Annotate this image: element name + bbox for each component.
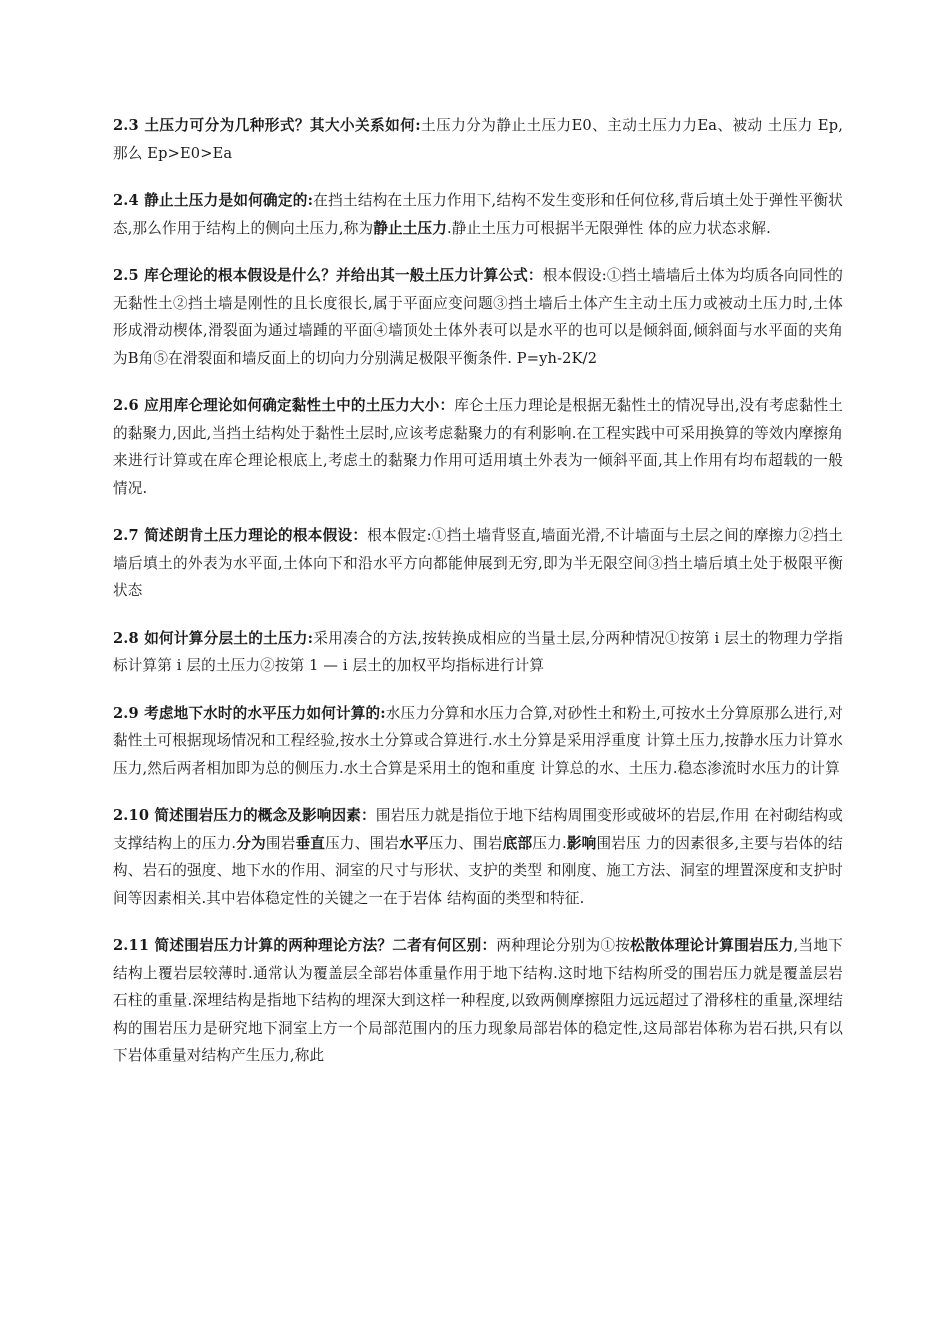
answer-text: 采用凑合的方法,按转换成相应的当量土层,分两种情况①按第 i 层土的物理力学指标计算第 i 层的土压力②按第 1 — i 层土的加权平均指标进行计算 xyxy=(113,629,843,674)
answer-text: 围岩压力就是指位于地下结构周围变形或破坏的岩层,作用 在衬砌结构或支撑结构上的压力. xyxy=(113,807,843,852)
qa-item-2-4 xyxy=(113,187,843,242)
qa-item-2-11 xyxy=(113,932,843,1070)
bold-term: 底部 xyxy=(502,834,533,852)
question-text: 2.10 简述围岩压力的概念及影响因素： xyxy=(113,807,376,824)
answer-text: 库仑土压力理论是根据无黏性土的情况导出,没有考虑黏性土的黏聚力,因此,当挡土结构处于黏性土层时,应该考虑黏聚力的有利影响.在工程实践中可采用换算的等效内摩擦角来进行计算或在库仑理论根底上,考虑土的黏聚力作用可适用填土外表为一倾斜平面,其上作用有均布超载的一般情况. xyxy=(113,397,843,497)
bold-term: 垂直 xyxy=(295,834,326,852)
bold-term: 影响 xyxy=(566,834,597,852)
answer-text: 两种理论分别为①按 xyxy=(496,937,631,954)
question-text: 2.9 考虑地下水时的水平压力如何计算的: xyxy=(113,704,386,722)
qa-item-2-9 xyxy=(113,700,843,783)
question-text: 2.6 应用库仑理论如何确定黏性土中的土压力大小： xyxy=(113,397,455,414)
question-text: 2.8 如何计算分层土的土压力: xyxy=(113,629,314,647)
answer-text: 压力. xyxy=(532,834,567,852)
answer-text: 压力、围岩 xyxy=(325,834,400,852)
qa-item-2-6 xyxy=(113,392,843,502)
qa-item-2-3 xyxy=(113,112,843,167)
answer-text: 围岩 xyxy=(265,834,296,852)
question-text: 2.5 库仑理论的根本假设是什么？并给出其一般土压力计算公式： xyxy=(113,267,543,284)
question-text: 2.11 简述围岩压力计算的两种理论方法？二者有何区别： xyxy=(113,937,497,954)
answer-text: 水压力分算和水压力合算,对砂性土和粉土,可按水土分算原那么进行,对黏性土可根据现场情况和工程经验,按水土分算或合算进行.水土分算是采用浮重度 计算土压力,按静水压力计算水压力,然后两者相加即为总的侧压力.水土合算是采用土的饱和重度 计算总的水、土压力.稳态渗流时水压力的计算 xyxy=(113,704,843,777)
qa-item-2-5 xyxy=(113,262,843,372)
bold-term: 松散体理论计算围岩压力 xyxy=(630,937,794,954)
qa-item-2-7 xyxy=(113,522,843,605)
qa-item-2-8 xyxy=(113,625,843,680)
bold-term: 静止土压力 xyxy=(373,219,447,237)
question-text: 2.4 静止土压力是如何确定的: xyxy=(113,192,314,209)
question-text: 2.7 简述朗肯土压力理论的根本假设： xyxy=(113,527,368,544)
answer-text: 根本假定:①挡土墙背竖直,墙面光滑,不计墙面与土层之间的摩擦力②挡土墙后填土的外表为水平面,土体向下和沿水平方向都能伸展到无穷,即为半无限空间③挡土墙后填土处于极限平衡状态 xyxy=(113,527,843,599)
answer-text: .静止土压力可根据半无限弹性 体的应力状态求解. xyxy=(446,219,771,237)
answer-text: 根本假设:①挡土墙墙后土体为均质各向同性的无黏性土②挡土墙是刚性的且长度很长,属于平面应变问题③挡土墙后土体产生主动土压力或被动土压力时,土体形成滑动楔体,滑裂面为通过墙踵的平面④墙顶处土体外表可以是水平的也可以是倾斜面,倾斜面与水平面的夹角为B角⑤在滑裂面和墙反面上的切向力分别满足极限平衡条件. P=yh-2K/2 xyxy=(113,267,844,367)
answer-text: 围岩压 力的因素很多,主要与岩体的结构、岩石的强度、地下水的作用、洞室的尺寸与形状、支护的类型 和刚度、施工方法、洞室的埋置深度和支护时间等因素相关.其中岩体稳定性的关键之一在于岩体 结构面的类型和特征. xyxy=(113,834,843,907)
answer-text: 压力、围岩 xyxy=(428,834,503,852)
answer-text: 土压力分为静止土压力E0、主动土压力力Ea、被动 土压力 Ep,那么 Ep>E0>Ea xyxy=(113,117,843,162)
qa-item-2-10 xyxy=(113,802,843,912)
bold-term: 分为 xyxy=(236,834,266,852)
bold-term: 水平 xyxy=(399,834,429,852)
question-text: 2.3 土压力可分为几种形式？其大小关系如何: xyxy=(113,117,421,134)
document-page xyxy=(113,112,843,1090)
answer-text: 在挡土结构在土压力作用下,结构不发生变形和任何位移,背后填土处于弹性平衡状态,那么作用于结构上的侧向土压力,称为 xyxy=(113,192,843,237)
answer-text: ,当地下结构上覆岩层较薄时.通常认为覆盖层全部岩体重量作用于地下结构.这时地下结构所受的围岩压力就是覆盖层岩石柱的重量.深埋结构是指地下结构的埋深大到这样一种程度,以致两侧摩擦阻力远远超过了滑移柱的重量,深埋结构的围岩压力是研究地下洞室上方一个局部范围内的压力现象局部岩体的稳定性,这局部岩体称为岩石拱,只有以下岩体重量对结构产生压力,称此 xyxy=(113,937,843,1064)
